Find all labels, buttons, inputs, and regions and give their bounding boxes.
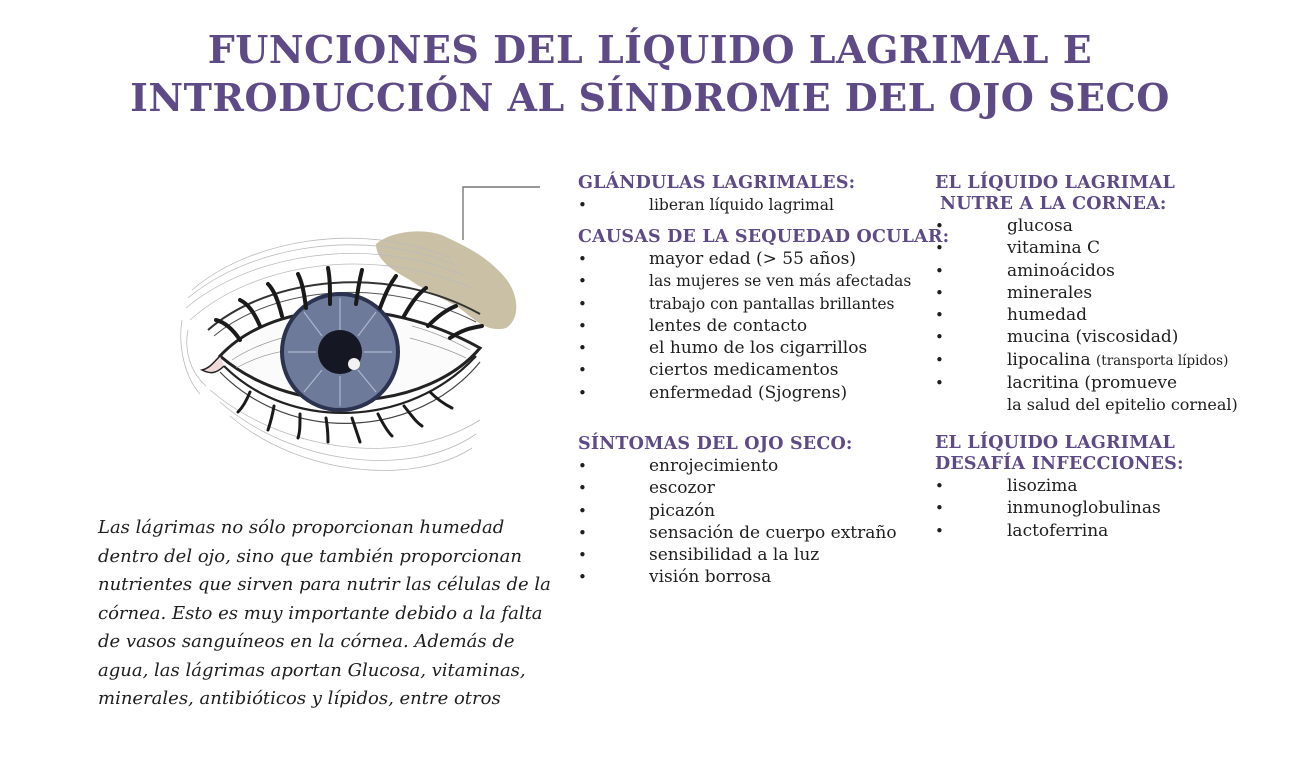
nutrition-heading-line-2: NUTRE A LA CORNEA: <box>940 194 1167 214</box>
list-item: • las mujeres se ven más afectadas <box>578 270 949 292</box>
list-item: • lactoferrina <box>935 520 1184 542</box>
list-item <box>935 349 1238 372</box>
nutrition-heading <box>935 173 1238 215</box>
gland-leader-line <box>463 187 540 240</box>
list-item: • vitamina C <box>935 237 1238 259</box>
list-item: • liberan líquido lagrimal <box>578 194 855 216</box>
list-item: • enrojecimiento <box>578 455 897 477</box>
list-item: • inmunoglobulinas <box>935 497 1184 519</box>
symptoms-list <box>578 455 897 589</box>
infections-list <box>935 475 1184 542</box>
eye-illustration <box>180 180 540 490</box>
list-item: • el humo de los cigarrillos <box>578 337 949 359</box>
title-line-1: FUNCIONES DEL LÍQUIDO LAGRIMAL E <box>207 27 1093 72</box>
eye-highlight <box>348 358 360 370</box>
list-item: • mucina (viscosidad) <box>935 326 1238 348</box>
causes-section <box>578 227 949 404</box>
list-item: • mayor edad (> 55 años) <box>578 248 949 270</box>
intro-paragraph: Las lágrimas no sólo proporcionan humedad dentro del ojo, sino que también proporcionan nutrientes que sirven para nutrir las células de la córnea. Esto es muy importante debido a la falta de vasos sanguíneos en la córnea. Además de agua, las lágrimas aportan Glucosa, vitaminas, minerales, antibióticos y lípidos, entre otros <box>98 517 551 709</box>
lipocalina-note: (transporta lípidos) <box>1096 352 1229 369</box>
symptoms-section <box>578 434 897 589</box>
glands-list <box>578 194 855 216</box>
infections-heading-line-1: EL LÍQUIDO LAGRIMAL <box>935 433 1176 453</box>
list-item: • picazón <box>578 500 897 522</box>
list-item <box>935 372 1238 417</box>
list-item: • sensibilidad a la luz <box>578 544 897 566</box>
nutrition-heading-line-1: EL LÍQUIDO LAGRIMAL <box>935 173 1176 193</box>
lacritina-label: lacritina (promueve <box>1007 373 1178 394</box>
causes-heading: CAUSAS DE LA SEQUEDAD OCULAR: <box>578 227 950 247</box>
nutrition-section <box>935 173 1238 417</box>
list-item: • escozor <box>578 477 897 499</box>
list-item: • visión borrosa <box>578 566 897 588</box>
lacritina-continuation: la salud del epitelio corneal) <box>1007 395 1238 415</box>
list-item: • ciertos medicamentos <box>578 359 949 381</box>
tear-duct <box>202 356 224 373</box>
infections-heading <box>935 433 1184 475</box>
list-item: • humedad <box>935 304 1238 326</box>
list-item: • lentes de contacto <box>578 315 949 337</box>
list-item: • aminoácidos <box>935 260 1238 282</box>
glands-section <box>578 173 855 216</box>
lipocalina-label: lipocalina <box>1007 349 1091 370</box>
list-item: • glucosa <box>935 215 1238 237</box>
infections-heading-line-2: DESAFÍA INFECCIONES: <box>935 454 1184 474</box>
infections-section <box>935 433 1184 542</box>
lacrimal-gland <box>376 231 516 329</box>
list-item: • lisozima <box>935 475 1184 497</box>
list-item: • sensación de cuerpo extraño <box>578 522 897 544</box>
causes-list <box>578 248 949 404</box>
symptoms-heading: SÍNTOMAS DEL OJO SECO: <box>578 434 853 454</box>
nutrition-list <box>935 215 1238 417</box>
list-item: • minerales <box>935 282 1238 304</box>
list-item: • trabajo con pantallas brillantes <box>578 293 949 315</box>
title-line-2: INTRODUCCIÓN AL SÍNDROME DEL OJO SECO <box>130 75 1170 120</box>
page-title <box>0 26 1300 122</box>
glands-heading: GLÁNDULAS LAGRIMALES: <box>578 173 856 193</box>
list-item: • enfermedad (Sjogrens) <box>578 382 949 404</box>
